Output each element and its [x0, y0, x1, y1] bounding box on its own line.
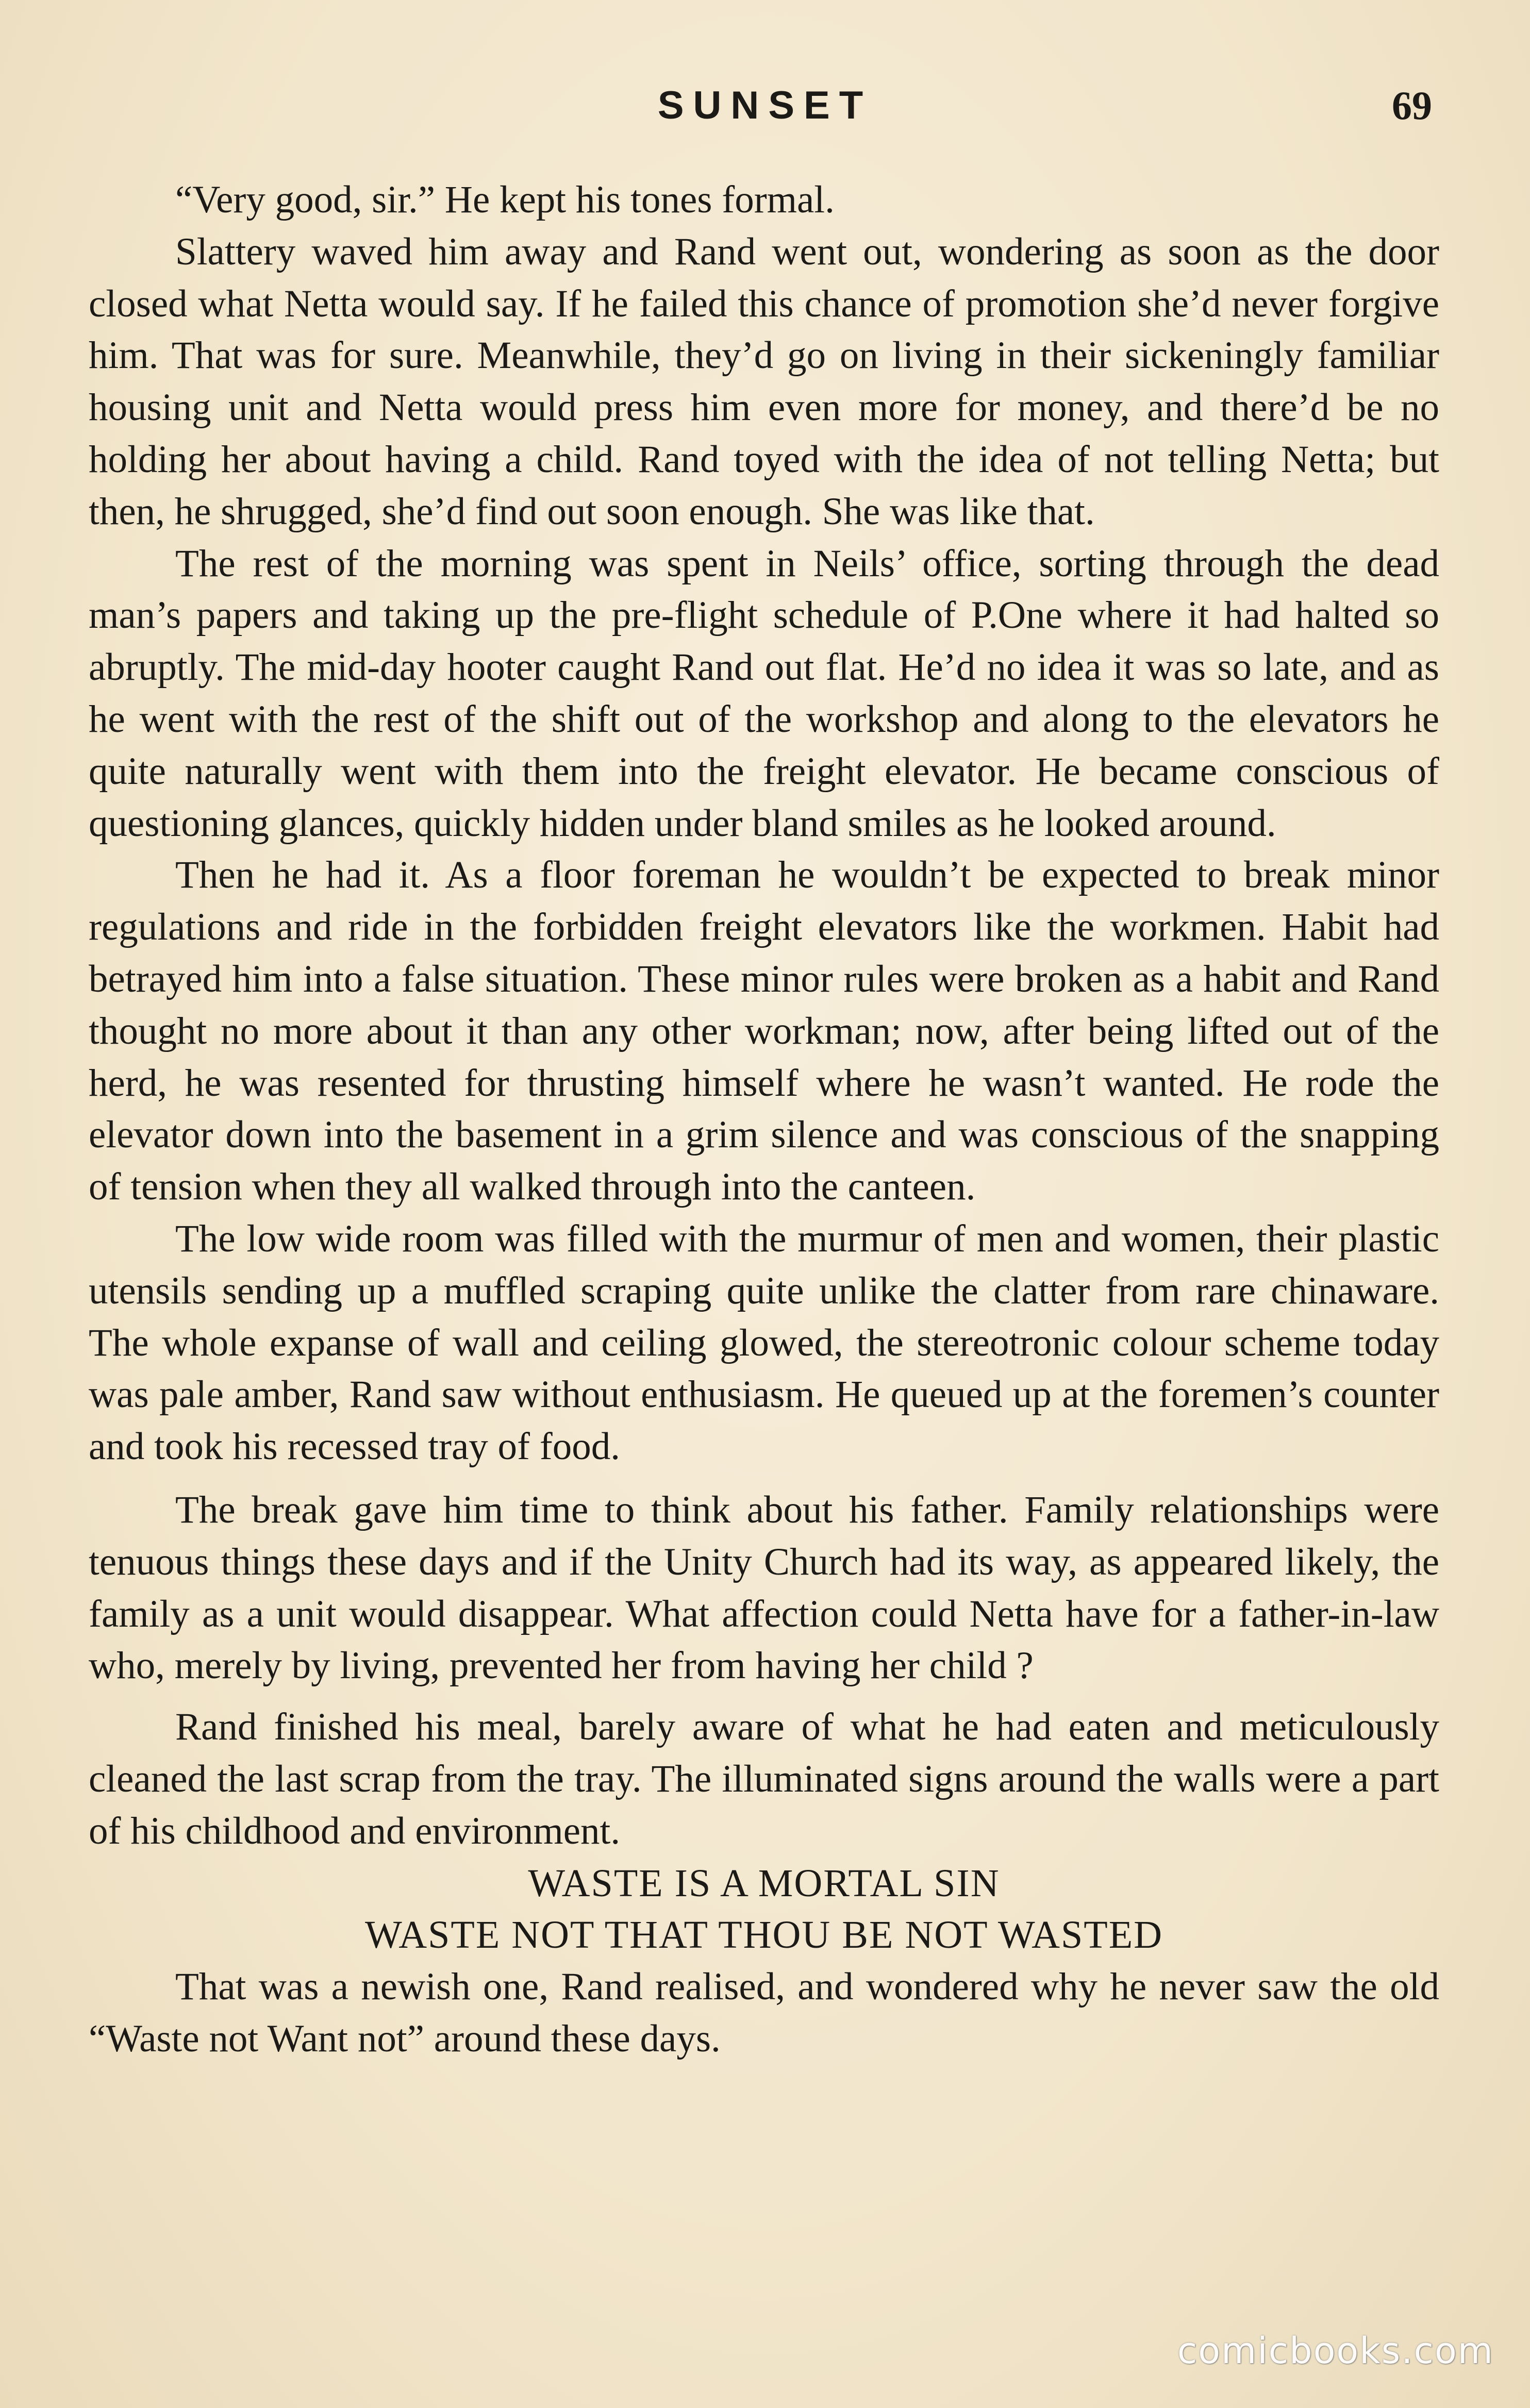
running-head: [0, 77, 1530, 134]
paragraph-8: That was a newish one, Rand realised, and wondered why he never saw the old “Waste not Want not” around these days.: [89, 1965, 1439, 2060]
paragraph-6: The break gave him time to think about his father. Family relationships were tenuous things these days and if the Unity Church had its way, as appeared likely, the family as a unit would disappear. What affection could Netta have for a father-in-law who, merely by living, prevented her from having her child ?: [89, 1488, 1439, 1687]
page-number: 69: [1392, 83, 1432, 128]
body-text: [89, 174, 1439, 2065]
running-title: SUNSET: [657, 83, 873, 127]
paragraph-5: The low wide room was filled with the murmur of men and women, their plastic utensils sending up a muffled scraping quite unlike the clatter from rare chinaware. The whole expanse of wall and ceiling glowed, the stereotronic colour scheme today was pale amber, Rand saw without enthusiasm. He queued up at the foremen’s counter and took his recessed tray of food.: [89, 1217, 1439, 1468]
watermark: comicbooks.com: [1177, 2330, 1494, 2372]
paragraph-3: The rest of the morning was spent in Neils’ office, sorting through the dead man’s papers and taking up the pre-flight schedule of P.One where it had halted so abruptly. The mid-day hooter caught Rand out flat. He’d no idea it was so late, and as he went with the rest of the shift out of the workshop and along to the elevators he quite naturally went with them into the freight elevator. He became conscious of questioning glances, quickly hidden under bland smiles as he looked around.: [89, 542, 1439, 845]
paragraph-1: “Very good, sir.” He kept his tones formal.: [175, 178, 835, 221]
paragraph-2: Slattery waved him away and Rand went out, wondering as soon as the door closed what Netta would say. If he failed this chance of promotion she’d never forgive him. That was for sure. Meanwhile, they’d go on living in their sickeningly familiar housing unit and Netta would press him even more for money, and there’d be no holding her about having a child. Rand toyed with the idea of not telling Netta; but then, he shrugged, she’d find out soon enough. She was like that.: [89, 230, 1439, 533]
paragraph-4: Then he had it. As a floor foreman he wouldn’t be expected to break minor regulations and ride in the forbidden freight elevators like the workmen. Habit had betrayed him into a false situation. These minor rules were broken as a habit and Rand thought no more about it than any other workman; now, after being lifted out of the herd, he was resented for thrusting himself where he wasn’t wanted. He rode the elevator down into the basement in a grim silence and was conscious of the snapping of tension when they all walked through into the canteen.: [89, 854, 1439, 1209]
sign-line-1: WASTE IS A MORTAL SIN: [528, 1861, 1000, 1905]
sign-line-2: WASTE NOT THAT THOU BE NOT WASTED: [364, 1913, 1163, 1957]
paragraph-7: Rand finished his meal, barely aware of what he had eaten and meticulously cleaned the last scrap from the tray. The illuminated signs around the walls were a part of his childhood and environment.: [89, 1705, 1439, 1852]
